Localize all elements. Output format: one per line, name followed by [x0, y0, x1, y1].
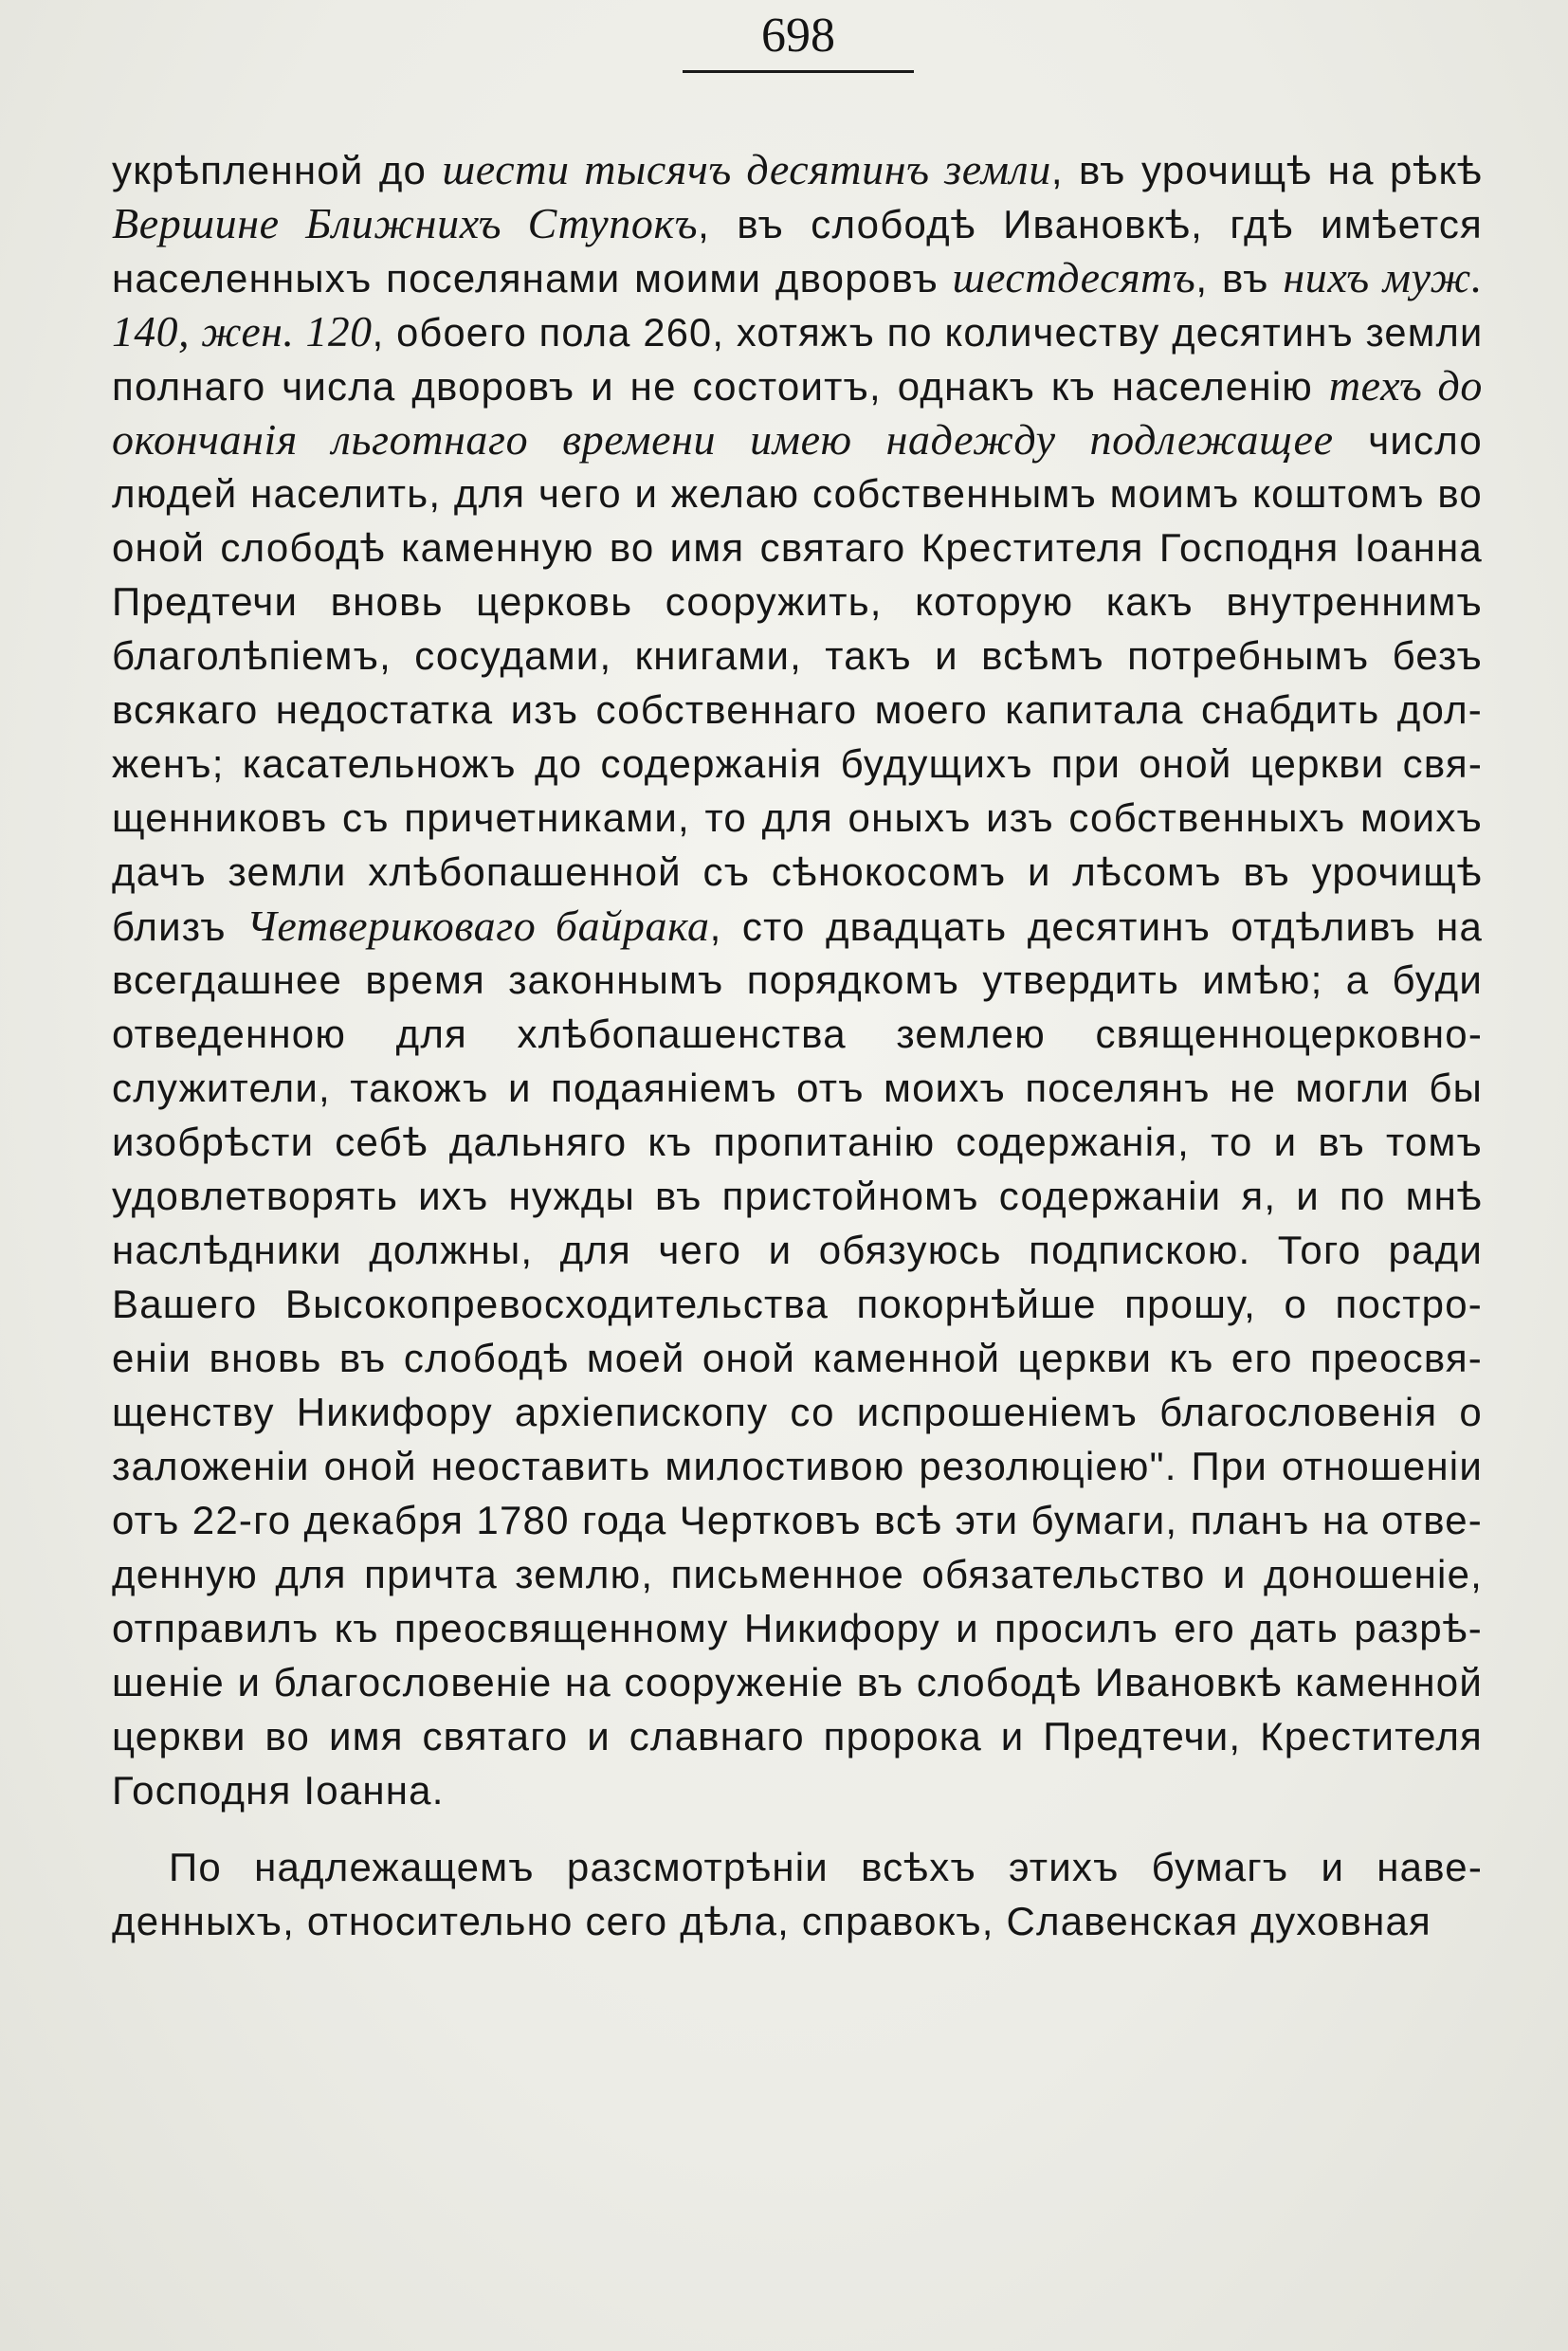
text-line: [112, 1115, 1483, 1169]
text-run: оной слободѣ каменную во имя святаго Крестителя Господня Іоанна: [112, 525, 1483, 570]
text-line: [112, 142, 1483, 196]
text-line: [112, 574, 1483, 629]
text-line: [112, 1840, 1483, 1894]
italic-run: окончанія льготнаго времени имею надежду подлежащее: [112, 415, 1334, 464]
paragraph: [112, 1840, 1483, 1948]
text-run: Вашего Высокопревосходительства покорнѣйше прошу, о постро-: [112, 1282, 1483, 1326]
text-run: , сто двадцать десятинъ отдѣливъ на: [709, 904, 1483, 949]
text-run: отправилъ къ преосвященному Никифору и просилъ его дать разрѣ-: [112, 1606, 1483, 1650]
text-line: [112, 466, 1483, 520]
paragraph-gap: [112, 1817, 1483, 1840]
text-run: денную для причта землю, письменное обязательство и доношеніе,: [112, 1552, 1483, 1596]
body-text: [112, 142, 1483, 1948]
text-line: [112, 1493, 1483, 1547]
text-run: , въ урочищѣ на рѣкѣ: [1050, 148, 1484, 192]
italic-run: Вершине Ближнихъ Ступокъ: [112, 199, 699, 247]
text-run: , въ: [1195, 256, 1284, 301]
text-line: [112, 1655, 1483, 1709]
text-run: денныхъ, относительно сего дѣла, справокъ, Славенская духовная: [112, 1899, 1431, 1943]
italic-run: Четвериковаго байрака: [246, 902, 710, 950]
italic-run: нихъ муж.: [1283, 253, 1483, 301]
text-line: [112, 1169, 1483, 1223]
text-line: [112, 1385, 1483, 1439]
text-run: полнаго числа дворовъ и не состоитъ, однакъ къ населенію: [112, 364, 1329, 409]
text-run: церкви во имя святаго и славнаго пророка и Предтечи, Крестителя: [112, 1714, 1483, 1759]
text-line: [112, 250, 1483, 304]
text-line: [112, 196, 1483, 250]
text-run: благолѣпіемъ, сосудами, книгами, такъ и всѣмъ потребнымъ безъ: [112, 633, 1483, 678]
text-line: [112, 1061, 1483, 1115]
page-header: [683, 8, 914, 73]
text-run: , въ слободѣ Ивановкѣ, гдѣ имѣется: [698, 202, 1484, 246]
text-line: [112, 791, 1483, 845]
text-run: удовлетворять ихъ нужды въ пристойномъ содержаніи я, и по мнѣ: [112, 1174, 1483, 1218]
text-run: укрѣпленной до: [112, 148, 443, 192]
text-line: [112, 1547, 1483, 1601]
text-line: [112, 899, 1483, 953]
text-run: Господня Іоанна.: [112, 1768, 445, 1813]
text-run: изобрѣсти себѣ дальняго къ пропитанію содержанія, то и въ томъ: [112, 1120, 1483, 1164]
text-line: [112, 1331, 1483, 1385]
text-line: [112, 1601, 1483, 1655]
header-rule: [683, 70, 914, 73]
text-run: щенству Никифору архіепископу со испрошеніемъ благословенія о: [112, 1390, 1483, 1434]
text-run: отведенною для хлѣбопашенства землею священноцерковно-: [112, 1011, 1483, 1056]
text-run: наслѣдники должны, для чего и обязуюсь подпискою. Того ради: [112, 1228, 1483, 1272]
text-run: женъ; касательножъ до содержанія будущихъ при оной церкви свя-: [112, 741, 1483, 786]
text-run: дачъ земли хлѣбопашенной съ сѣнокосомъ и лѣсомъ въ урочищѣ: [112, 849, 1483, 894]
page-number: 698: [761, 9, 835, 63]
text-run: щенниковъ съ причетниками, то для оныхъ изъ собственныхъ моихъ: [112, 795, 1483, 840]
text-line: [112, 953, 1483, 1007]
text-line: [112, 520, 1483, 574]
text-run: отъ 22-го декабря 1780 года Чертковъ всѣ эти бумаги, планъ на отве-: [112, 1498, 1483, 1542]
text-run: число: [1333, 418, 1483, 463]
italic-run: 140, жен. 120: [112, 307, 373, 355]
text-line: [112, 1439, 1483, 1493]
text-line: [112, 1709, 1483, 1763]
text-run: еніи вновь въ слободѣ моей оной каменной церкви къ его преосвя-: [112, 1336, 1483, 1380]
text-line: [112, 1763, 1483, 1817]
text-run: служители, такожъ и подаяніемъ отъ моихъ поселянъ не могли бы: [112, 1066, 1483, 1110]
text-run: заложеніи оной неоставить милостивою резолюціею". При отношеніи: [112, 1444, 1483, 1488]
text-run: близъ: [112, 904, 247, 949]
text-run: людей населить, для чего и желаю собственнымъ моимъ коштомъ во: [112, 471, 1483, 516]
text-run: всегдашнее время законнымъ порядкомъ утвердить имѣю; а буди: [112, 957, 1483, 1002]
italic-run: техъ до: [1328, 361, 1483, 410]
text-line: [112, 358, 1483, 412]
text-line: [112, 1277, 1483, 1331]
text-line: [112, 845, 1483, 899]
text-line: [112, 1223, 1483, 1277]
text-run: населенныхъ поселянами моими дворовъ: [112, 256, 953, 301]
italic-run: шести тысячъ десятинъ земли: [442, 145, 1051, 193]
text-line: [112, 412, 1483, 466]
text-line: [112, 629, 1483, 683]
text-line: [112, 304, 1483, 358]
text-run: Предтечи вновь церковь сооружить, которую какъ внутреннимъ: [112, 579, 1483, 624]
text-line: [112, 683, 1483, 737]
paragraph: [112, 142, 1483, 1817]
text-line: [112, 1007, 1483, 1061]
text-line: [112, 1894, 1483, 1948]
italic-run: шестдесятъ: [952, 253, 1196, 301]
text-line: [112, 737, 1483, 791]
text-run: всякаго недостатка изъ собственнаго моего капитала снабдить дол-: [112, 687, 1483, 732]
text-run: , обоего пола 260, хотяжъ по количеству десятинъ земли: [372, 310, 1484, 355]
text-run: По надлежащемъ разсмотрѣніи всѣхъ этихъ бумагъ и наве-: [169, 1845, 1483, 1889]
text-run: шеніе и благословеніе на сооруженіе въ слободѣ Ивановкѣ каменной: [112, 1660, 1483, 1704]
